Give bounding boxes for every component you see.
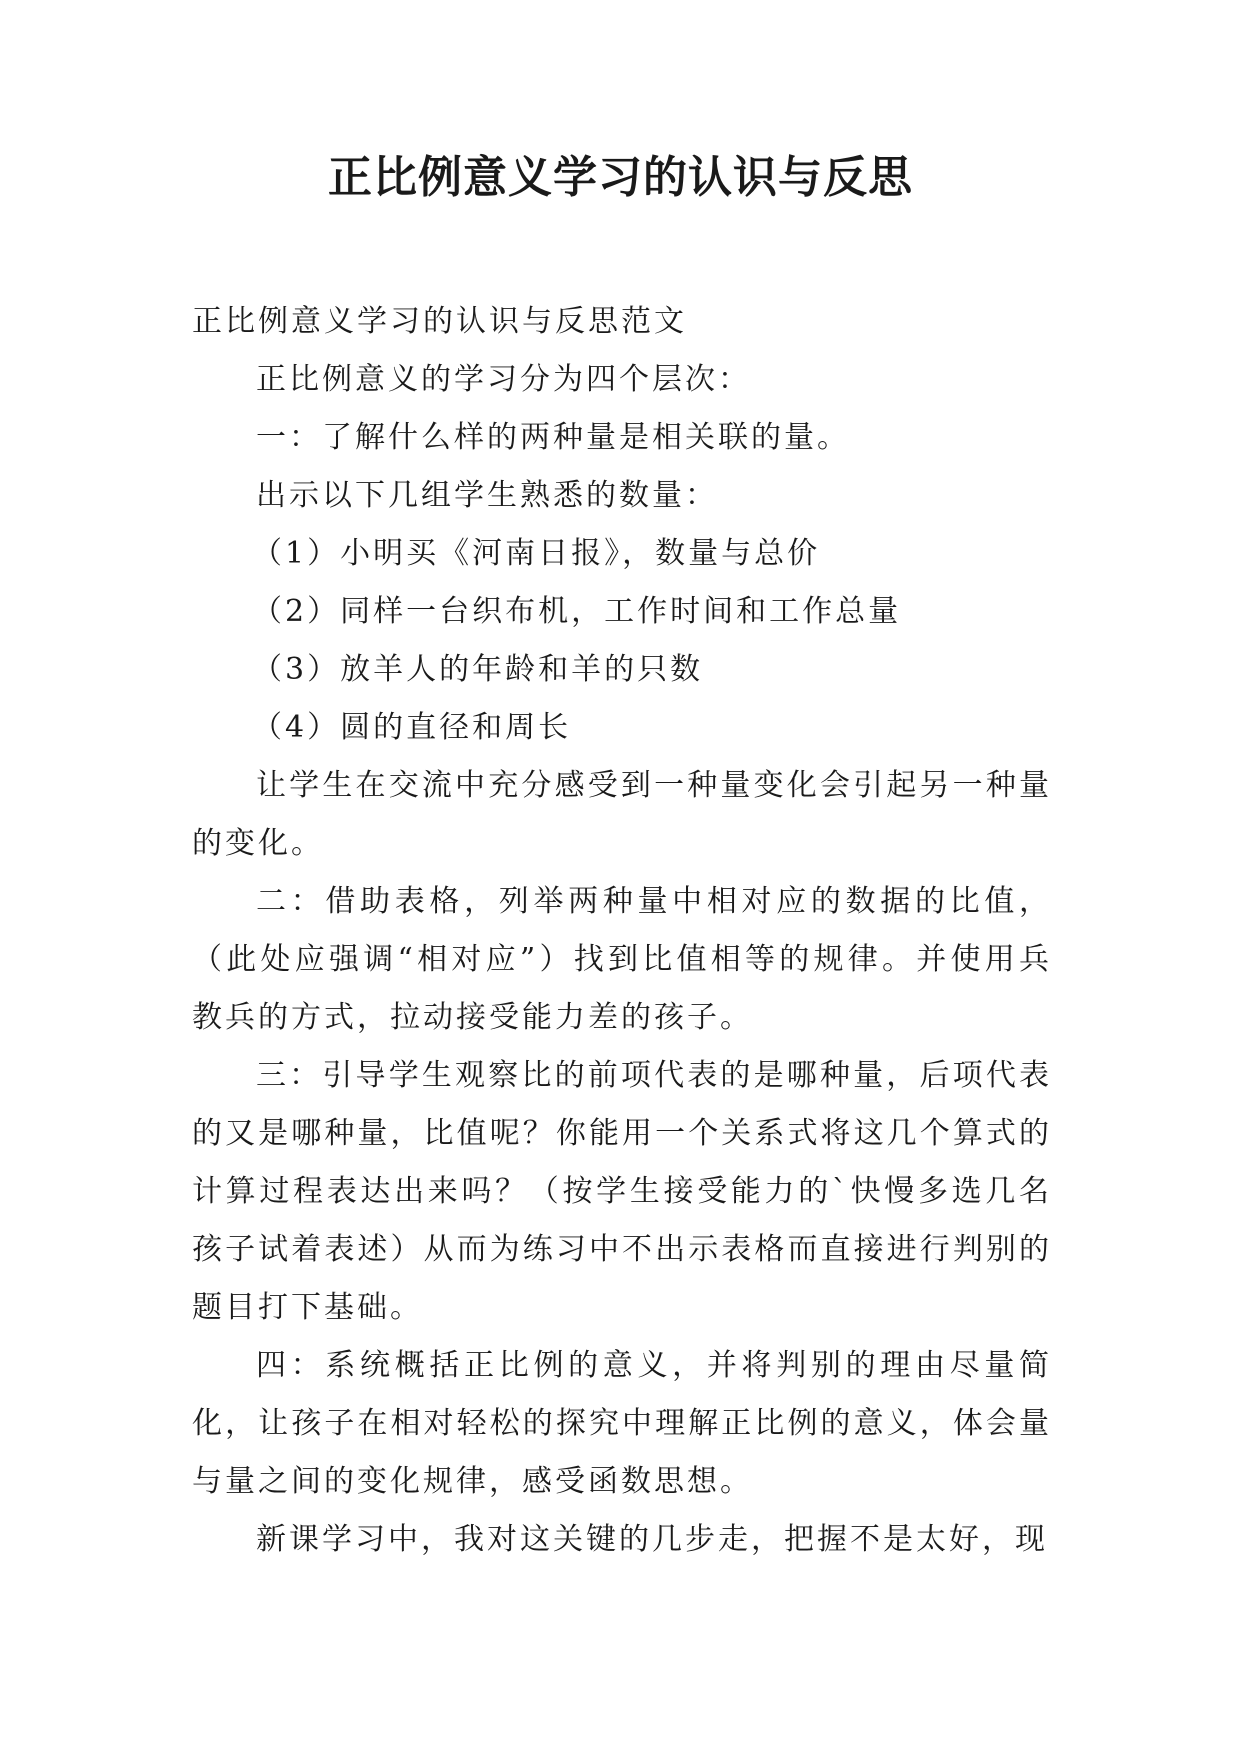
paragraph-subtitle: 正比例意义学习的认识与反思范文 <box>192 304 687 339</box>
paragraph-level-four: 四：系统概括正比例的意义，并将判别的理由尽量简化，让孩子在相对轻松的探究中理解正比例的意义，体会量与量之间的变化规律，感受函数思想。 <box>192 1348 1052 1499</box>
list-item-example-1: （1）小明买《河南日报》，数量与总价 <box>252 536 821 571</box>
paragraph-level-one: 一：了解什么样的两种量是相关联的量。 <box>256 420 850 455</box>
paragraph-level-three: 三：引导学生观察比的前项代表的是哪种量，后项代表的又是哪种量，比值呢？你能用一个关系式将这几个算式的计算过程表达出来吗？（按学生接受能力的`快慢多选几名孩子试着表述）从而为练习中不出示表格而直接进行判别的题目打下基础。 <box>192 1058 1052 1325</box>
paragraph-level-two: 二：借助表格，列举两种量中相对应的数据的比值，（此处应强调“相对应”）找到比值相等的规律。并使用兵教兵的方式，拉动接受能力差的孩子。 <box>192 884 1052 1035</box>
paragraph-examples-intro: 出示以下几组学生熟悉的数量： <box>256 478 718 513</box>
paragraph-reflection: 新课学习中，我对这关键的几步走，把握不是太好，现 <box>256 1522 1048 1557</box>
list-item-example-2: （2）同样一台织布机，工作时间和工作总量 <box>252 594 902 629</box>
list-item-example-4: （4）圆的直径和周长 <box>252 710 572 745</box>
document-body <box>192 293 1052 1569</box>
paragraph-feel-change: 让学生在交流中充分感受到一种量变化会引起另一种量的变化。 <box>192 768 1052 861</box>
paragraph-intro: 正比例意义的学习分为四个层次： <box>256 362 751 397</box>
list-item-example-3: （3）放羊人的年龄和羊的只数 <box>252 652 704 687</box>
document-title: 正比例意义学习的认识与反思 <box>328 152 913 203</box>
